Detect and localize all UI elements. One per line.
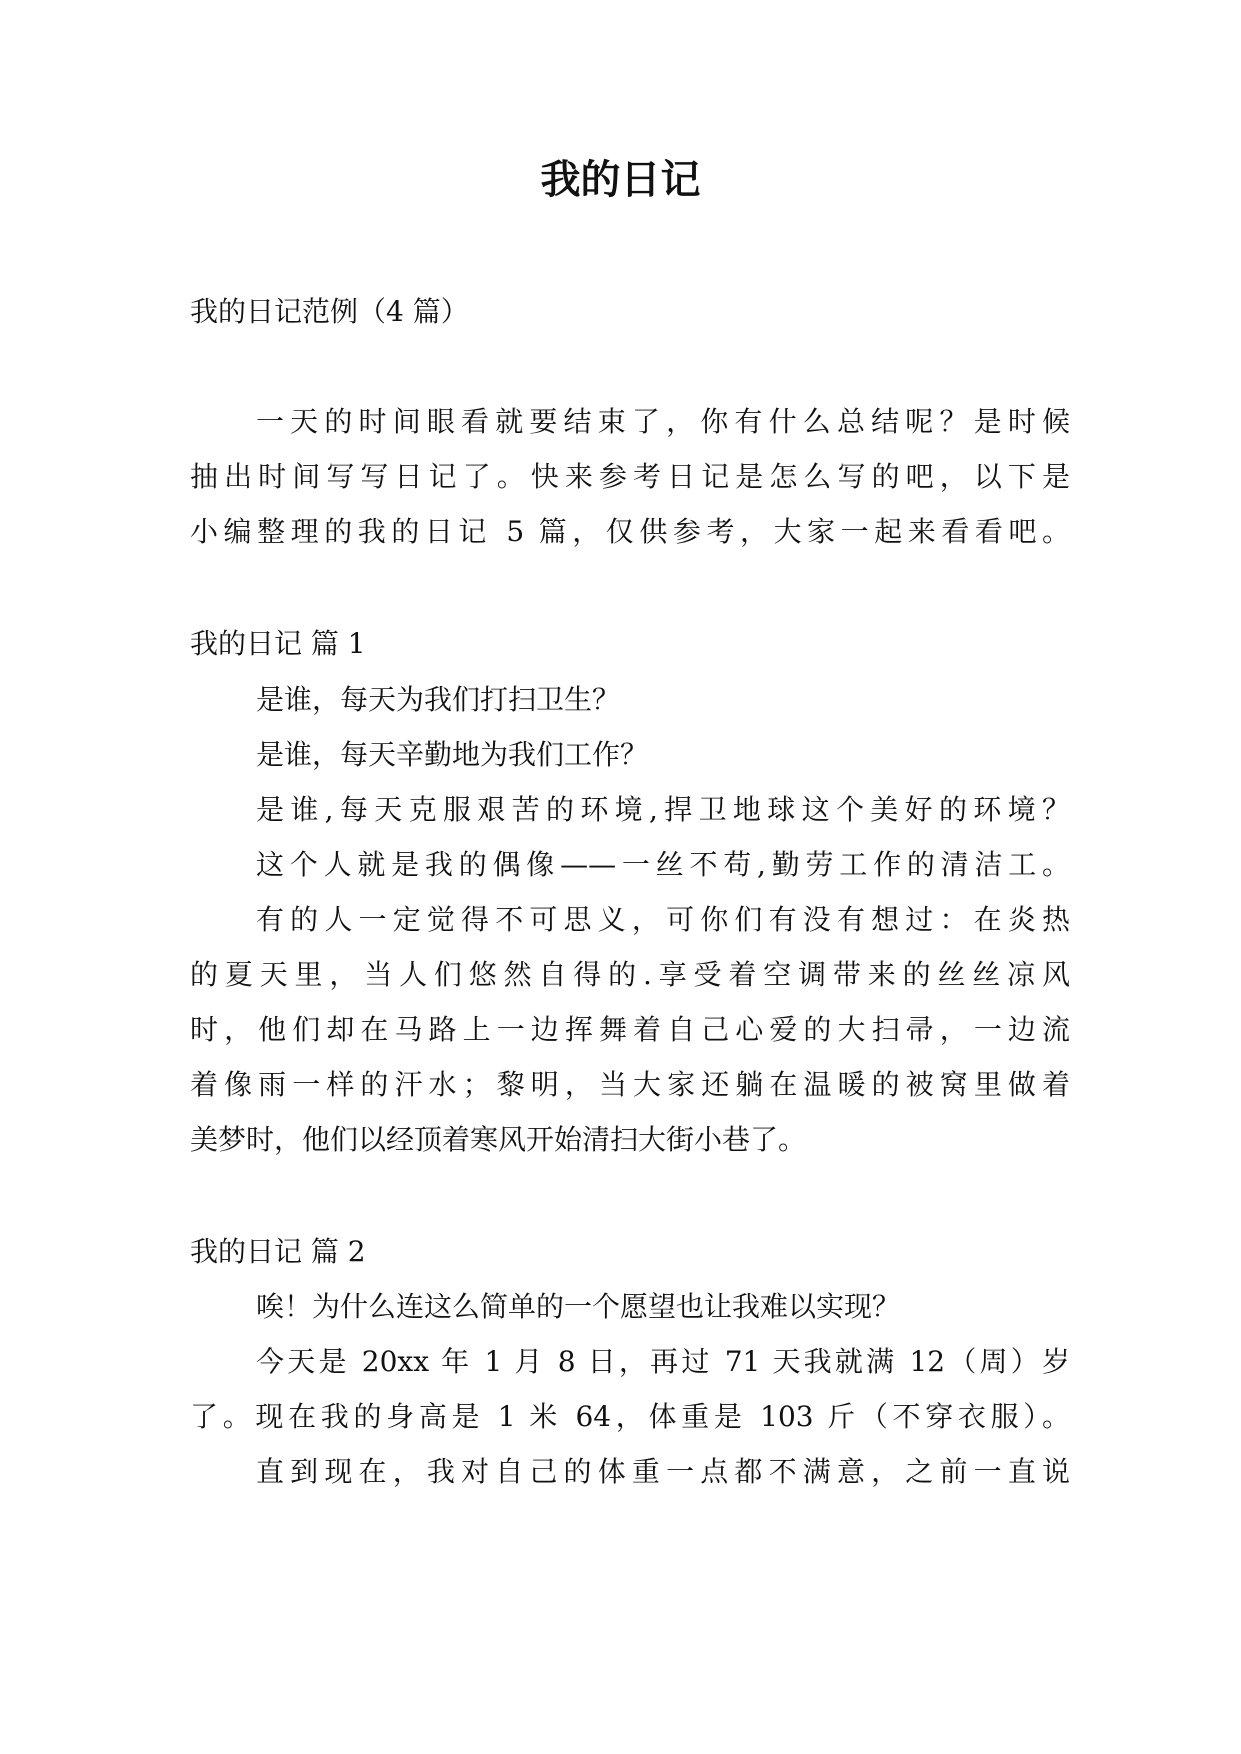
section-1-line-7: 时，他们却在马路上一边挥舞着自己心爱的大扫帚，一边流 bbox=[190, 1013, 1070, 1046]
page-title: 我的日记 bbox=[540, 156, 701, 203]
section-2-line-2: 今天是 20xx 年 1 月 8 日，再过 71 天我就满 12（周）岁 bbox=[256, 1345, 1070, 1378]
section-1-line-9: 美梦时，他们以经顶着寒风开始清扫大街小巷了。 bbox=[190, 1123, 807, 1156]
intro-line-2: 抽出时间写写日记了。快来参考日记是怎么写的吧，以下是 bbox=[190, 460, 1070, 493]
section-1-line-5: 有的人一定觉得不可思义，可你们有没有想过：在炎热 bbox=[256, 903, 1070, 936]
section-1-line-8: 着像雨一样的汗水；黎明，当大家还躺在温暖的被窝里做着 bbox=[190, 1068, 1070, 1101]
section-1-line-6: 的夏天里，当人们悠然自得的.享受着空调带来的丝丝凉风 bbox=[190, 958, 1070, 991]
section-1-line-2: 是谁，每天辛勤地为我们工作？ bbox=[256, 738, 649, 771]
section-2-heading: 我的日记 篇 2 bbox=[190, 1235, 366, 1268]
section-2-line-4: 直到现在，我对自己的体重一点都不满意，之前一直说 bbox=[256, 1455, 1070, 1488]
document-subtitle: 我的日记范例（4 篇） bbox=[190, 295, 469, 328]
intro-line-3: 小编整理的我的日记 5 篇，仅供参考，大家一起来看看吧。 bbox=[190, 515, 1070, 548]
section-2-line-3: 了。现在我的身高是 1 米 64，体重是 103 斤（不穿衣服）。 bbox=[190, 1400, 1070, 1433]
section-1-line-1: 是谁，每天为我们打扫卫生？ bbox=[256, 683, 621, 716]
section-1-heading: 我的日记 篇 1 bbox=[190, 627, 366, 660]
section-2-line-1: 唉！为什么连这么简单的一个愿望也让我难以实现？ bbox=[256, 1290, 901, 1323]
section-1-line-4: 这个人就是我的偶像——一丝不苟,勤劳工作的清洁工。 bbox=[256, 848, 1070, 881]
section-1-line-3: 是谁,每天克服艰苦的环境,捍卫地球这个美好的环境？ bbox=[256, 793, 1070, 826]
intro-line-1: 一天的时间眼看就要结束了，你有什么总结呢？是时候 bbox=[256, 405, 1070, 438]
